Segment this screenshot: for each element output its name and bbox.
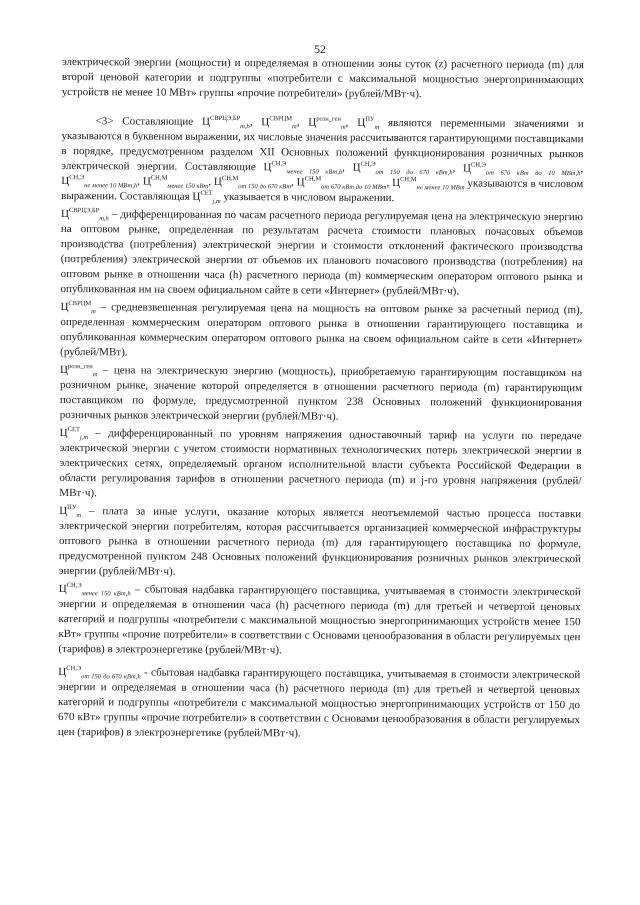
definition-symbol: $Ц^{СВРЦМ}_m$ [60, 300, 96, 316]
symbol-price-svrce-br: $Ц^{СВРЦЭ,БР}_{m,h}$ [201, 114, 250, 131]
definition-paragraph [58, 665, 580, 743]
definition-symbol: $Ц^{СН,Э}_{менее 150 кВт,h}$ [58, 582, 131, 598]
definition-text: – дифференцированный по уровням напряжения одноставочный тариф на услуги по передаче электрической энергии с учетом стоимости нормативных технологических потерь электрической энергии в электрических сетях, определяемый органом исполнительной власти субъекта Российской Федерации в области регулирования тарифов в отношении расчетного периода (m) и j-го уровня напряжения (рублей/МВт·ч). [59, 427, 582, 500]
symbol-network-tariff: $Ц^{СЕТ}_{j,m}$ [192, 189, 221, 205]
definition-text: – цена на электрическую энергию (мощность), приобретаемую гарантирующим поставщиком на розничном рынке, значение которой определяется в отношении расчетного периода (m) гарантирующим поставщиком по формуле, предусмотренной пунктом 238 Основных положений функционирования розничных рынков электрической энергии (рублей/МВт·ч). [59, 364, 583, 423]
symbol-price-retail-gen: $Ц^{розн\_ген}_m$ [308, 115, 346, 131]
symbol-price-pu: $Ц^{ПУ}_m$ [357, 115, 380, 131]
definition-symbol: $Ц^{СН,Э}_{от 150 до 670 кВт,h}$ [58, 665, 141, 681]
symbol-markup-energy-150-670: $Ц^{СН,Э}_{от 150 до 670 кВт,h}$ [352, 160, 453, 177]
definition-symbol: $Ц^{СВРЦЭ,БР}_{m,h}$ [60, 207, 109, 223]
note-text-b: указываются в числовом выражении. Составляющая [61, 177, 584, 203]
definition-text: – сбытовая надбавка гарантирующего поставщика, учитываемая в стоимости электрической энергии и определяемая в отношении часа (h) расчетного периода (m) для третьей и четвертой ценовых категорий и подгруппы «потребители с максимальной мощностью энергопринимающих устройств менее 150 кВт» группы «прочие потребители» в соответствии с Основами ценообразования в области регулируемых цен (тарифов) в электроэнергетике (рублей/МВт·ч). [58, 583, 581, 657]
document-body [58, 55, 584, 743]
definition-text: - сбытовая надбавка гарантирующего поставщика, учитываемая в стоимости электрической энергии и определяемая в отношении часа (h) расчетного периода (m) для третьей и четвертой ценовых категорий и подгруппы «потребители с максимальной мощностью энергопринимающих устройств от 150 до 670 кВт» группы «прочие потребители» в соответствии с Основами ценообразования в области регулируемых цен (тарифов) в электроэнергетике (рублей/МВт·ч). [57, 666, 581, 740]
intro-paragraph: электрической энергии (мощности) и определяемая в отношении зоны суток (z) расчетного периода (m) для второй ценовой категории и подгруппы «потребители с максимальной мощностью энергопринимающих устройств не менее 10 МВт» группы «прочие потребители» (рублей/МВт·ч). [61, 55, 584, 101]
symbol-markup-energy-lt150: $Ц^{СН,Э}_{менее 150 кВт,h}$ [263, 160, 343, 176]
symbol-markup-power-lt150: $Ц^{СН,М}_{менее 150 кВт}$ [142, 174, 209, 190]
definition-paragraph [61, 207, 584, 300]
definition-text: – дифференцированная по часам расчетного периода регулируемая цена на электрическую энергию на оптовом рынке, определенная по результатам расчета стоимости плановых почасовых объемов производства (потребления) электрической энергии и стоимости отклонений фактического производства (потребления) электрической энергии от объемов их планового почасового производства (потребления) на оптовом рынке в отношении часа (h) расчетного периода (m) коммерческим оператором оптового рынка и опубликованная им на своем официальном сайте в сети «Интернет» (рублей/МВт·ч). [60, 208, 584, 298]
definition-paragraph [59, 426, 581, 504]
symbol-markup-energy-670-10mw: $Ц^{СН,Э}_{от 670 кВт до 10 МВт,h}$ [463, 161, 581, 178]
note-paragraph: <3> Составляющие $Ц^{СВРЦЭ,БР}_{m,h}$, $Ц^{СВРЦМ}_m$, $Ц^{розн\_ген}_m$, $Ц^{ПУ}_m$ являются переменными значениями и указываются в буквенном выражении, их числовые значения рассчитываются гарантирующими поставщиками в порядке, предусмотренном разделом XII Основных положений функционирования розничных рынков электрической энергии. Составляющие $Ц^{СН,Э}_{менее 150 кВт,h}$, $Ц^{СН,Э}_{от 150 до 670 кВт,h}$, $Ц^{СН,Э}_{от 670 кВт до 10 МВт,h}$, $Ц^{СН,Э}_{не менее 10 МВт,h}$, $Ц^{СН,М}_{менее 150 кВт}$, $Ц^{СН,М}_{от 150 до 670 кВт}$, $Ц^{СН,М}_{от 670 кВт до 10 МВт}$, $Ц^{СН,М}_{не менее 10 МВт}$ указываются в числовом выражении. Составляющая $Ц^{СЕТ}_{j,m}$ указывается в числовом выражении. [61, 114, 584, 205]
symbol-markup-power-150-670: $Ц^{СН,М}_{от 150 до 670 кВт}$ [213, 174, 292, 191]
definition-text: – средневзвешенная регулируемая цена на мощность на оптовом рынке за расчетный период (m), определенная коммерческим оператором оптового рынка в отношении гарантирующего поставщика и опубликованная коммерческим оператором оптового рынка на своем официальном сайте в сети «Интернет» (рублей/МВт). [60, 301, 583, 359]
note-text-c: указывается в числовом выражении. [223, 190, 395, 205]
definition-paragraph [58, 582, 580, 660]
symbol-markup-power-ge10mw: $Ц^{СН,М}_{не менее 10 МВт}$ [392, 176, 465, 192]
definition-symbol: $Ц^{ПУ}_m$ [59, 504, 82, 520]
definition-paragraph [60, 363, 582, 426]
symbol-markup-power-670-10mw: $Ц^{СН,М}_{от 670 кВт до 10 МВт}$ [296, 175, 387, 191]
symbol-price-svrcm: $Ц^{СВРЦМ}_m$ [261, 115, 297, 131]
definition-symbol: $Ц^{СЕТ}_{j,m}$ [59, 426, 89, 442]
page-number: 52 [314, 42, 326, 56]
note-text-a: являются переменными значениями и указываются в буквенном выражении, их числовые значения рассчитываются гарантирующими поставщиками в порядке, предусмотренном разделом XII Основных положений функционирования розничных рынков электрической энергии. Составляющие [61, 116, 584, 174]
note-word-components: Составляющие [122, 115, 194, 128]
definition-paragraph [60, 300, 582, 363]
definition-paragraph [59, 504, 581, 582]
note-marker: <3> [95, 115, 114, 128]
definition-symbol: $Ц^{розн\_ген}_m$ [60, 363, 98, 379]
symbol-markup-energy-ge10mw: $Ц^{СН,Э}_{не менее 10 МВт,h}$ [61, 174, 138, 190]
definition-text: – плата за иные услуги, оказание которых является неотъемлемой частью процесса поставки электрической энергии потребителям, которая рассчитывается организацией коммерческой инфраструктуры оптового рынка в отношении расчетного периода (m) для гарантирующего поставщика по формуле, предусмотренной пунктом 248 Основных положений функционирования розничных рынков электрической энергии (рублей/МВт·ч). [58, 505, 582, 578]
